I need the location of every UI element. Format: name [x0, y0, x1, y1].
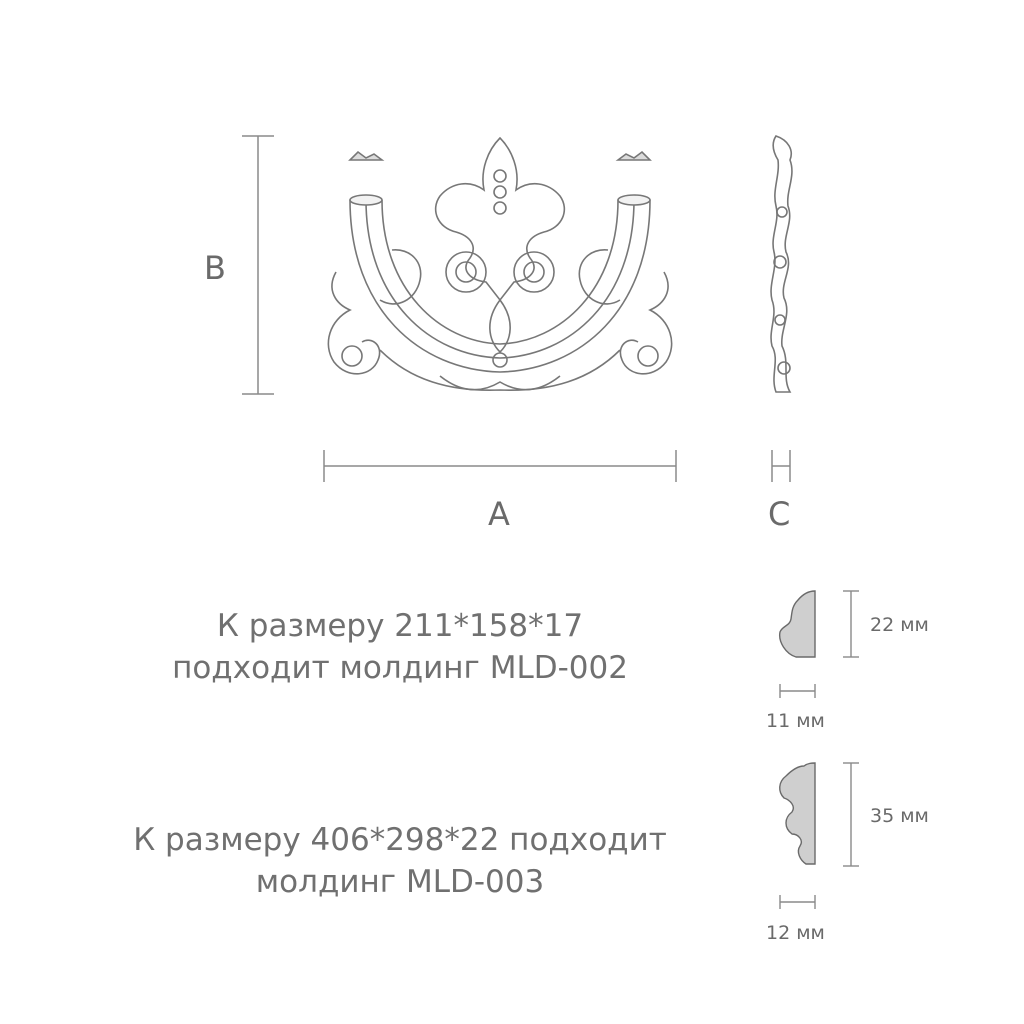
dimension-a-line: [324, 450, 676, 482]
dimension-label-b: B: [204, 249, 226, 287]
dimension-b-line: [242, 136, 274, 394]
dimension-c-line: [772, 450, 790, 482]
offer-1-line-1: К размеру 211*158*17: [216, 608, 584, 644]
ornament-front-view: [328, 138, 671, 390]
ornament-side-view: [771, 136, 792, 392]
offer-2-line-1: К размеру 406*298*22 подходит: [133, 822, 667, 858]
profile-mld-003: [780, 763, 859, 909]
offer-2-line-2: молдинг MLD-003: [255, 864, 545, 900]
profile-mld-002: [780, 591, 859, 698]
profile-1-width-label: 11 мм: [766, 710, 825, 732]
offer-1-line-2: подходит молдинг MLD-002: [172, 650, 628, 686]
profile-2-width-label: 12 мм: [766, 922, 825, 944]
dimension-label-a: A: [488, 495, 510, 533]
profile-1-height-label: 22 мм: [870, 614, 929, 636]
dimension-label-c: C: [768, 495, 791, 533]
profile-2-height-label: 35 мм: [870, 805, 929, 827]
